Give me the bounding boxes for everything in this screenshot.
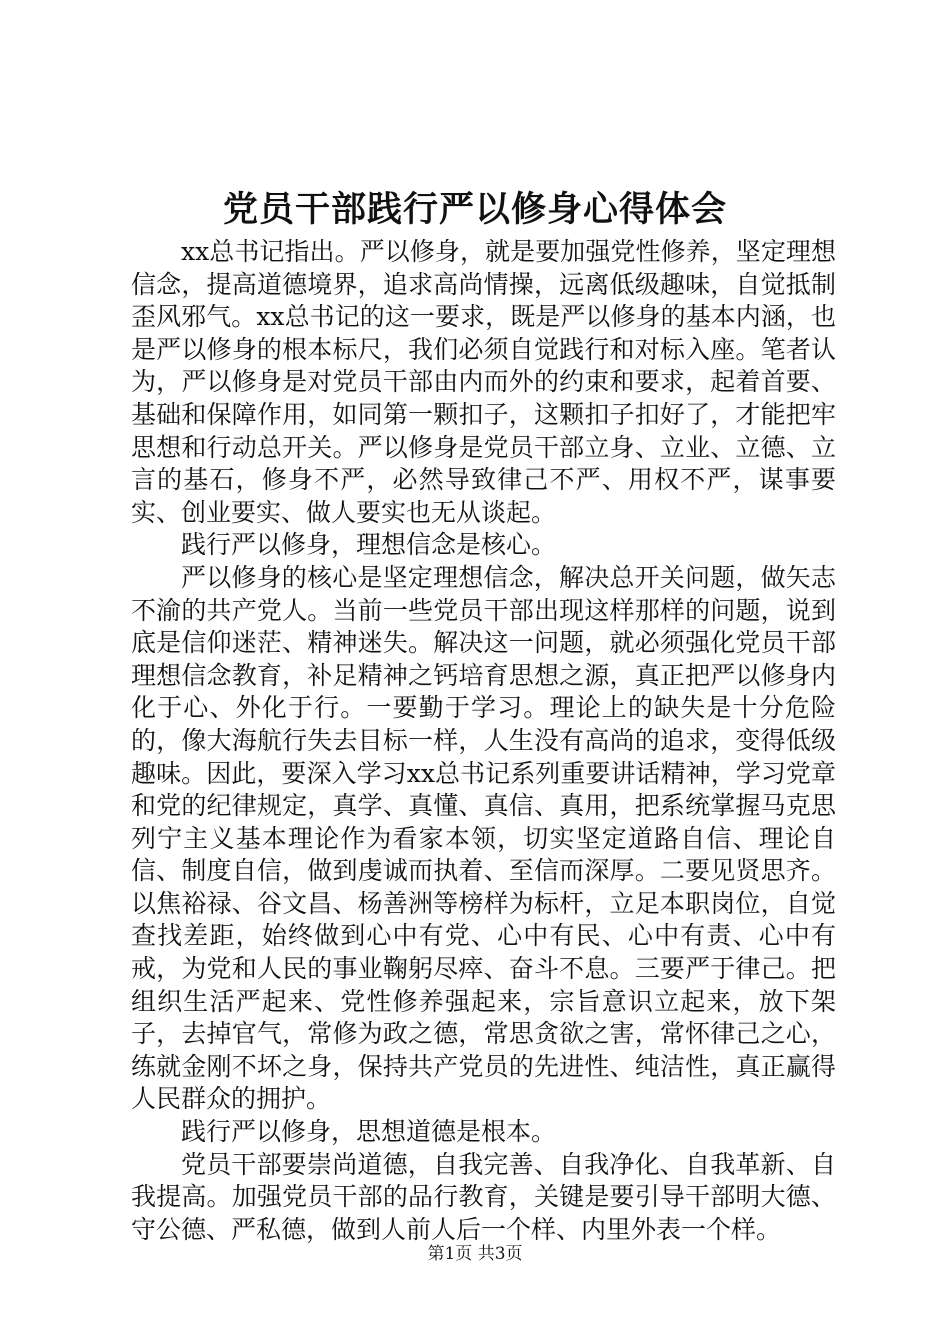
page-number: 第1页 共3页 [427,1244,523,1264]
document-title: 党员干部践行严以修身心得体会 [222,189,727,230]
document-body [131,236,836,1246]
paragraph-2: 严以修身的核心是坚定理想信念，解决总开关问题，做矢志不渝的共产党人。当前一些党员干部出现这样那样的问题，说到底是信仰迷茫、精神迷失。解决这一问题，就必须强化党员干部理想信念教育，补足精神之钙培育思想之源，真正把严以修身内化于心、外化于行。一要勤于学习。理论上的缺失是十分危险的，像大海航行失去目标一样，人生没有高尚的追求，变得低级趣味。因此，要深入学习xx总书记系列重要讲话精神，学习党章和党的纪律规定，真学、真懂、真信、真用，把系统掌握马克思列宁主义基本理论作为看家本领，切实坚定道路自信、理论自信、制度自信，做到虔诚而执着、至信而深厚。二要见贤思齐。以焦裕禄、谷文昌、杨善洲等榜样为标杆，立足本职岗位，自觉查找差距，始终做到心中有党、心中有民、心中有责、心中有戒，为党和人民的事业鞠躬尽瘁、奋斗不息。三要严于律己。把组织生活严起来、党性修养强起来，宗旨意识立起来，放下架子，去掉官气，常修为政之德，常思贪欲之害，常怀律己之心，练就金刚不坏之身，保持共产党员的先进性、纯洁性，真正赢得人民群众的拥护。 [131,562,836,1114]
section-heading-ideals: 践行严以修身，理想信念是核心。 [181,530,557,560]
section-heading-morality: 践行严以修身，思想道德是根本。 [181,1117,557,1147]
paragraph-1: xx总书记指出。严以修身，就是要加强党性修养，坚定理想信念，提高道德境界，追求高尚情操，远离低级趣味，自觉抵制歪风邪气。xx总书记的这一要求，既是严以修身的基本内涵，也是严以修身的根本标尺，我们必须自觉践行和对标入座。笔者认为，严以修身是对党员干部由内而外的约束和要求，起着首要、基础和保障作用，如同第一颗扣子，这颗扣子扣好了，才能把牢思想和行动总开关。严以修身是党员干部立身、立业、立德、立言的基石，修身不严，必然导致律己不严、用权不严，谋事要实、创业要实、做人要实也无从谈起。 [131,237,836,527]
paragraph-3: 党员干部要崇尚道德，自我完善、自我净化、自我革新、自我提高。加强党员干部的品行教育，关键是要引导干部明大德、守公德、严私德，做到人前人后一个样、内里外表一个样。 [131,1149,836,1244]
